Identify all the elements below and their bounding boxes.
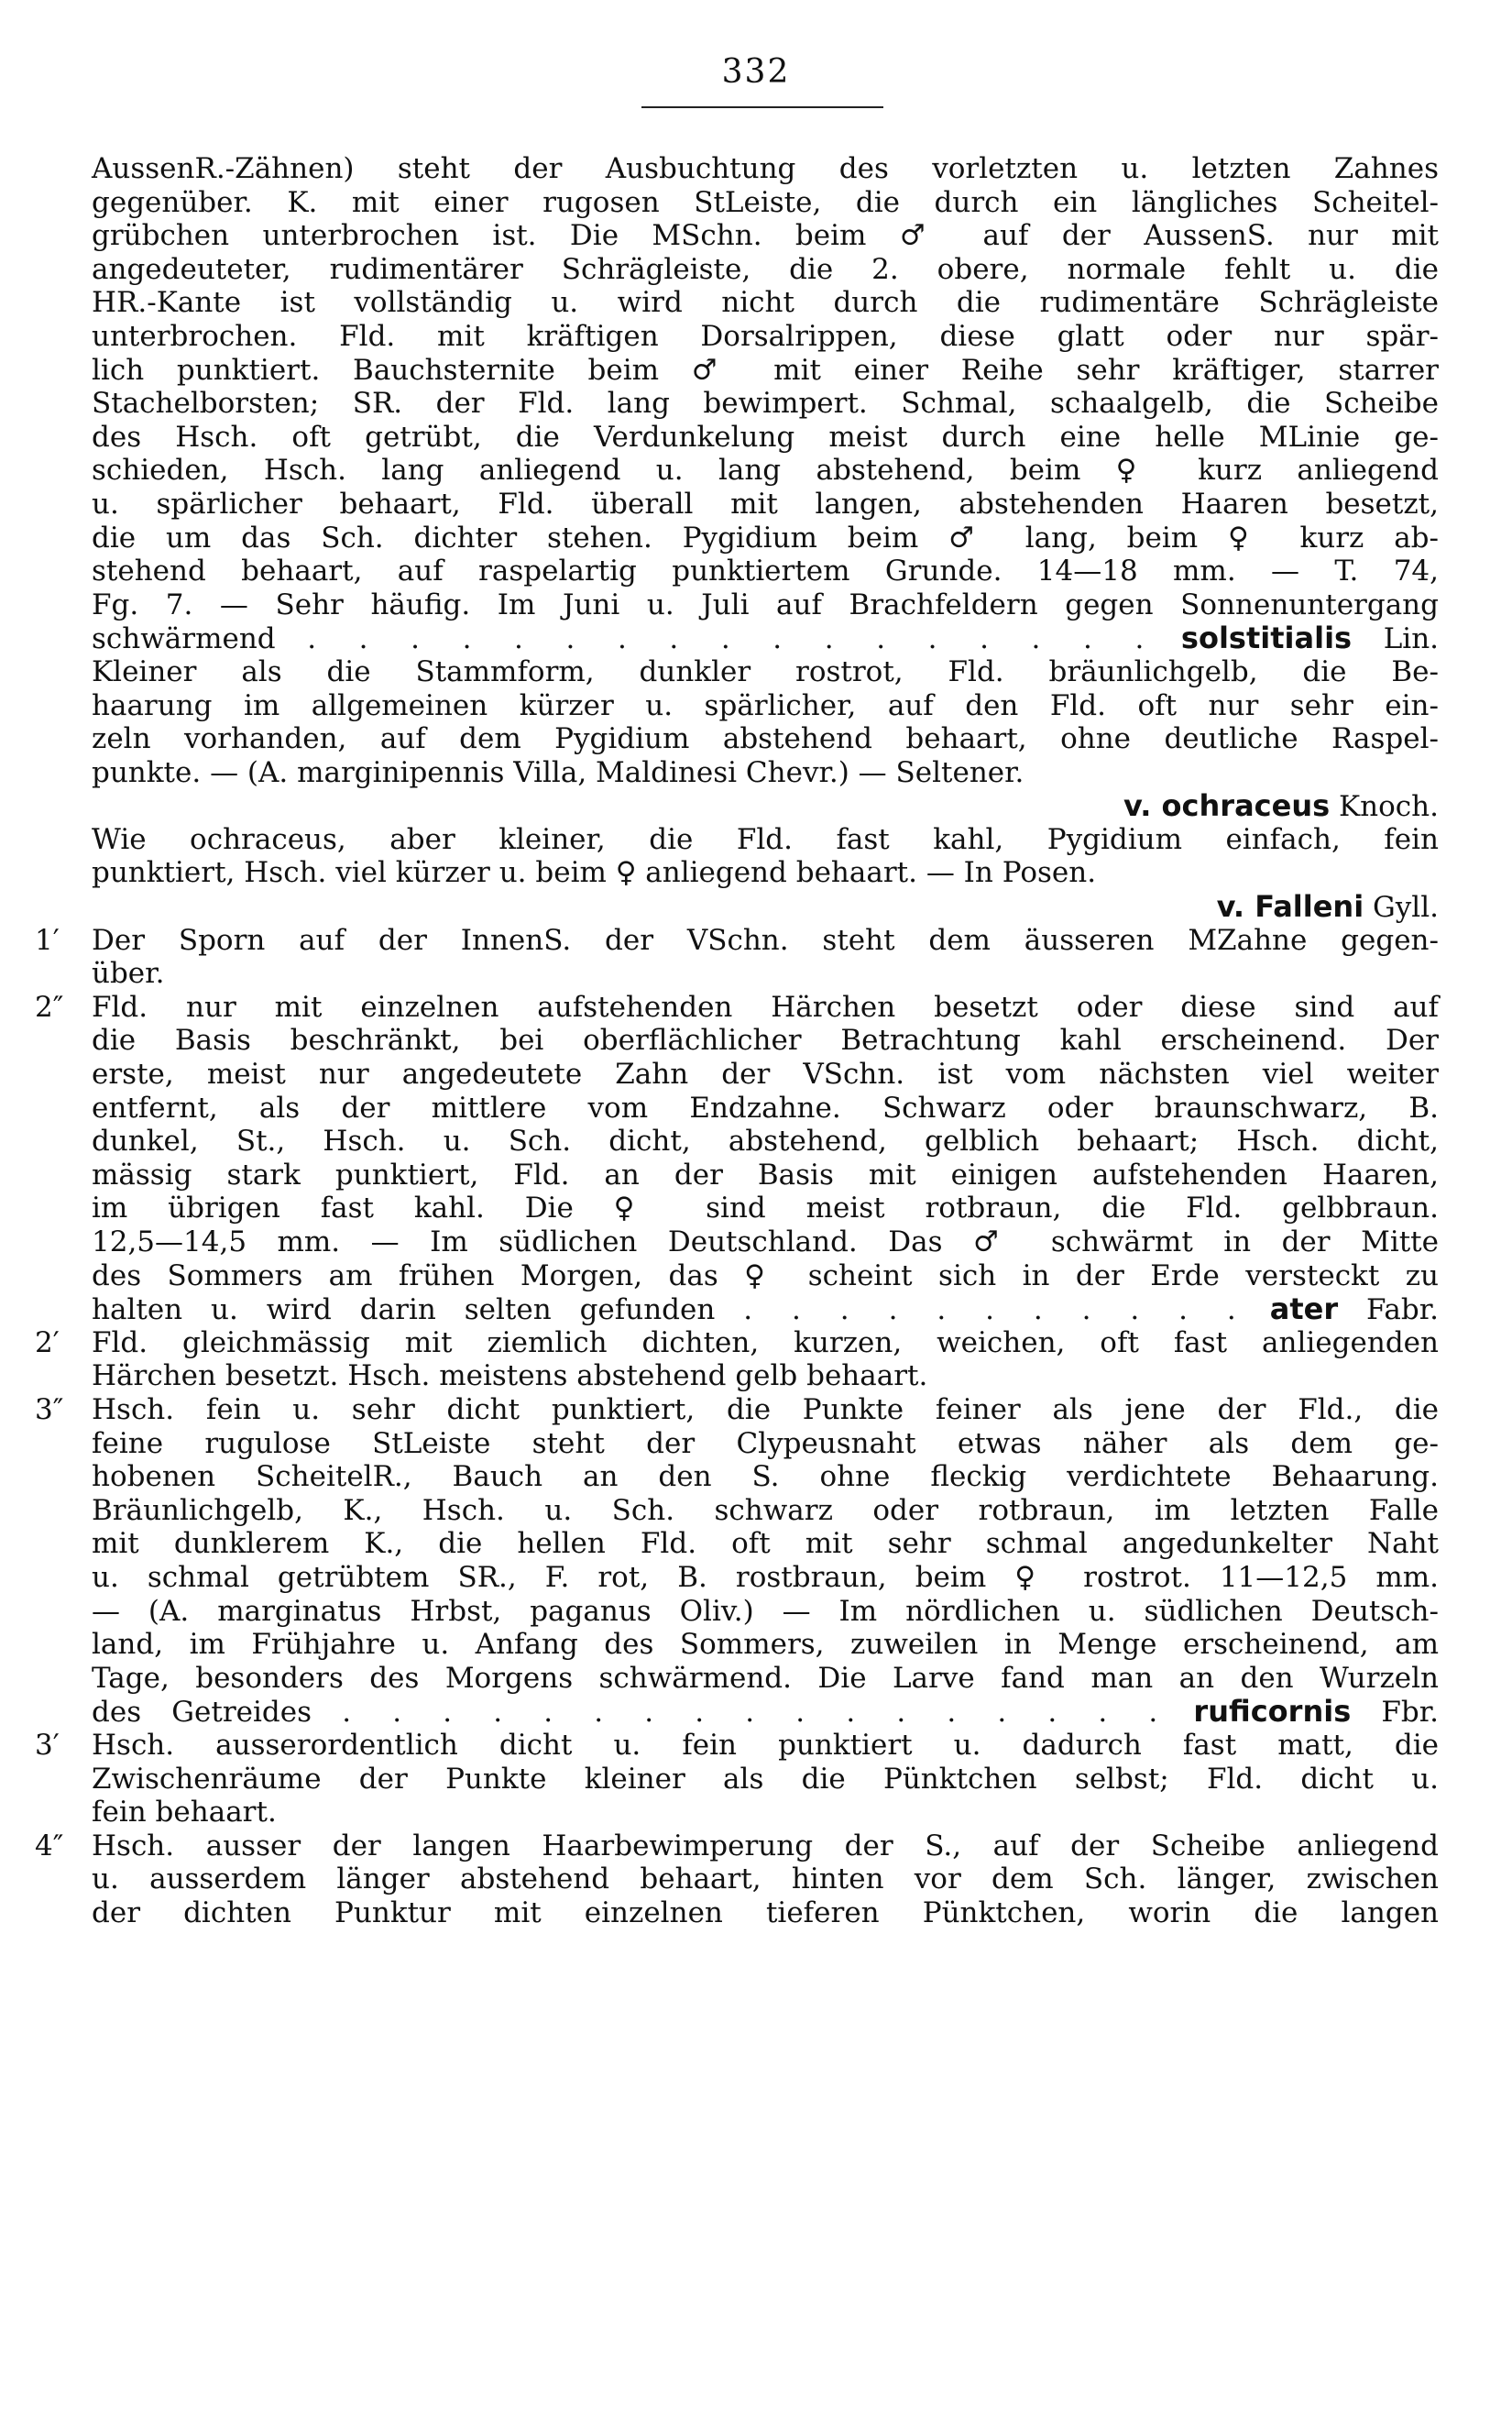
species-author: Fabr. bbox=[1366, 1293, 1440, 1327]
text-line bbox=[35, 1325, 1439, 1360]
text-line bbox=[92, 522, 1439, 555]
line-text: grübchen unterbrochen ist. Die MSchn. beim ♂ auf der AussenS. nur mit bbox=[92, 219, 1439, 253]
leader-dots: . . . . . . . . . . . . . . . . . bbox=[307, 622, 1150, 656]
key-marker: 2′ bbox=[35, 1325, 60, 1359]
line-text: des Sommers am frühen Morgen, das ♀ scheint sich in der Erde versteckt zu bbox=[92, 1258, 1439, 1292]
species-name: solstitialis bbox=[1180, 621, 1353, 656]
line-text: Der Sporn auf der InnenS. der VSchn. steht dem äusseren MZahne gegen- bbox=[92, 923, 1439, 957]
line-text: Bräunlichgelb, K., Hsch. u. Sch. schwarz oder rotbraun, im letzten Falle bbox=[92, 1493, 1439, 1527]
text-line bbox=[92, 823, 1439, 857]
line-text: Wie ochraceus, aber kleiner, die Fld. fast kahl, Pygidium einfach, fein bbox=[92, 822, 1439, 856]
line-text: halten u. wird darin selten gefunden bbox=[92, 1293, 716, 1327]
text-line bbox=[92, 1896, 1439, 1930]
line-text: Fld. nur mit einzelnen aufstehenden Härchen besetzt oder diese sind auf bbox=[92, 990, 1439, 1024]
line-text: Fg. 7. — Sehr häufig. Im Juni u. Juli auf Brachfeldern gegen Sonnenuntergang bbox=[92, 588, 1439, 621]
line-text: Härchen besetzt. Hsch. meistens abstehend gelb behaart. bbox=[92, 1359, 928, 1393]
line-text: angedeuteter, rudimentärer Schrägleiste, die 2. obere, normale fehlt u. die bbox=[92, 252, 1439, 286]
line-text: Zwischenräume der Punkte kleiner als die Pünktchen selbst; Fld. dicht u. bbox=[92, 1762, 1439, 1796]
line-text: Hsch. fein u. sehr dicht punktiert, die Punkte feiner als jene der Fld., die bbox=[92, 1392, 1439, 1426]
line-text: mit dunklerem K., die hellen Fld. oft mit sehr schmal angedunkelter Naht bbox=[92, 1527, 1439, 1561]
line-text: fein behaart. bbox=[92, 1796, 277, 1829]
text-line bbox=[92, 421, 1439, 455]
key-marker: 3″ bbox=[35, 1392, 64, 1426]
text-line bbox=[92, 1225, 1439, 1259]
text-line bbox=[92, 1159, 1439, 1192]
line-text: feine rugulose StLeiste steht der Clypeusnaht etwas näher als dem ge- bbox=[92, 1426, 1439, 1460]
species-line bbox=[92, 1695, 1439, 1729]
species-line bbox=[92, 890, 1439, 924]
text-line bbox=[92, 1259, 1439, 1293]
species-author: Gyll. bbox=[1373, 891, 1439, 925]
text-line bbox=[35, 1392, 1439, 1427]
text-line bbox=[92, 1662, 1439, 1696]
text-line bbox=[92, 1628, 1439, 1662]
text-line bbox=[92, 1796, 1439, 1829]
text-line bbox=[92, 186, 1439, 220]
text-line bbox=[92, 1460, 1439, 1494]
key-marker: 1′ bbox=[35, 923, 60, 957]
text-line bbox=[92, 454, 1439, 488]
line-text: hobenen ScheitelR., Bauch an den S. ohne fleckig verdichtete Behaarung. bbox=[92, 1460, 1439, 1494]
line-text: erste, meist nur angedeutete Zahn der VSchn. ist vom nächsten viel weiter bbox=[92, 1058, 1439, 1092]
text-line bbox=[92, 1595, 1439, 1629]
text-line bbox=[92, 722, 1439, 756]
text-line bbox=[35, 1829, 1439, 1863]
species-line bbox=[92, 789, 1439, 823]
header-rule bbox=[641, 106, 883, 108]
line-text: Fld. gleichmässig mit ziemlich dichten, kurzen, weichen, oft fast anliegenden bbox=[92, 1325, 1439, 1359]
text-line bbox=[92, 219, 1439, 253]
line-text: — (A. marginatus Hrbst, paganus Oliv.) — Im nördlichen u. südlichen Deutsch- bbox=[92, 1594, 1439, 1628]
text-line bbox=[35, 1728, 1439, 1763]
text-line bbox=[92, 1359, 1439, 1393]
line-text: im übrigen fast kahl. Die ♀ sind meist rotbraun, die Fld. gelbbraun. bbox=[92, 1192, 1439, 1225]
page-body bbox=[35, 152, 1440, 1929]
line-text: entfernt, als der mittlere vom Endzahne. Schwarz oder braunschwarz, B. bbox=[92, 1091, 1439, 1125]
line-text: Hsch. ausser der langen Haarbewimperung der S., auf der Scheibe anliegend bbox=[92, 1829, 1439, 1862]
species-name: v. Falleni bbox=[1216, 889, 1364, 925]
leader-dots: . . . . . . . . . . . bbox=[743, 1293, 1242, 1327]
text-line bbox=[92, 555, 1439, 588]
leader-dots: . . . . . . . . . . . . . . . . . bbox=[342, 1696, 1164, 1730]
key-marker: 3′ bbox=[35, 1728, 60, 1762]
line-text: land, im Frühjahre u. Anfang des Sommers, zuweilen in Menge erscheinend, am bbox=[92, 1628, 1439, 1662]
line-text: Kleiner als die Stammform, dunkler rostrot, Fld. bräunlichgelb, die Be- bbox=[92, 654, 1439, 688]
line-text: zeln vorhanden, auf dem Pygidium abstehend behaart, ohne deutliche Raspel- bbox=[92, 722, 1439, 756]
text-line bbox=[92, 152, 1439, 186]
text-line bbox=[92, 1763, 1439, 1796]
line-text: Stachelborsten; SR. der Fld. lang bewimpert. Schmal, schaalgelb, die Scheibe bbox=[92, 387, 1439, 421]
line-text: AussenR.-Zähnen) steht der Ausbuchtung des vorletzten u. letzten Zahnes bbox=[92, 152, 1439, 185]
line-text: des Getreides bbox=[92, 1696, 312, 1730]
text-line bbox=[92, 387, 1439, 421]
line-text: HR.-Kante ist vollständig u. wird nicht durch die rudimentäre Schrägleiste bbox=[92, 286, 1439, 320]
species-author: Fbr. bbox=[1381, 1696, 1440, 1730]
text-line bbox=[92, 856, 1439, 890]
line-text: u. ausserdem länger abstehend behaart, hinten vor dem Sch. länger, zwischen bbox=[92, 1862, 1439, 1896]
text-line bbox=[92, 354, 1439, 388]
line-text: dunkel, St., Hsch. u. Sch. dicht, abstehend, gelblich behaart; Hsch. dicht, bbox=[92, 1125, 1439, 1159]
line-text: u. spärlicher behaart, Fld. überall mit langen, abstehenden Haaren besetzt, bbox=[92, 487, 1439, 521]
line-text: die Basis beschränkt, bei oberflächlicher Betrachtung kahl erscheinend. Der bbox=[92, 1024, 1439, 1058]
line-text: Tage, besonders des Morgens schwärmend. Die Larve fand man an den Wurzeln bbox=[92, 1661, 1439, 1695]
text-line bbox=[92, 1862, 1439, 1896]
text-line bbox=[92, 1527, 1439, 1561]
line-text: gegenüber. K. mit einer rugosen StLeiste, die durch ein längliches Scheitel- bbox=[92, 185, 1439, 219]
line-text: über. bbox=[92, 957, 165, 991]
line-text: der dichten Punktur mit einzelnen tieferen Pünktchen, worin die langen bbox=[92, 1895, 1439, 1929]
species-line bbox=[92, 621, 1439, 655]
species-name: ruficornis bbox=[1193, 1694, 1352, 1730]
text-line bbox=[92, 1192, 1439, 1225]
text-line bbox=[92, 1494, 1439, 1528]
page-number: 332 bbox=[721, 53, 791, 91]
key-marker: 2″ bbox=[35, 990, 64, 1024]
species-author: Knoch. bbox=[1339, 790, 1439, 824]
line-text: u. schmal getrübtem SR., F. rot, B. rostbraun, beim ♀ rostrot. 11—12,5 mm. bbox=[92, 1560, 1439, 1594]
key-marker: 4″ bbox=[35, 1829, 64, 1862]
text-line bbox=[92, 286, 1439, 320]
text-line bbox=[35, 923, 1439, 958]
text-line bbox=[92, 588, 1439, 622]
line-text: 12,5—14,5 mm. — Im südlichen Deutschland. Das ♂ schwärmt in der Mitte bbox=[92, 1225, 1439, 1258]
text-line bbox=[92, 1024, 1439, 1058]
line-text: punktiert, Hsch. viel kürzer u. beim ♀ anliegend behaart. — In Posen. bbox=[92, 856, 1097, 890]
line-text: des Hsch. oft getrübt, die Verdunkelung meist durch eine helle MLinie ge- bbox=[92, 420, 1439, 454]
text-line bbox=[92, 957, 1439, 991]
text-line bbox=[92, 320, 1439, 354]
species-line bbox=[92, 1292, 1439, 1326]
text-line bbox=[92, 488, 1439, 522]
line-text: stehend behaart, auf raspelartig punktiertem Grunde. 14—18 mm. — T. 74, bbox=[92, 555, 1439, 588]
line-text: lich punktiert. Bauchsternite beim ♂ mit einer Reihe sehr kräftiger, starrer bbox=[92, 353, 1439, 387]
line-text: haarung im allgemeinen kürzer u. spärlicher, auf den Fld. oft nur sehr ein- bbox=[92, 688, 1439, 722]
species-author: Lin. bbox=[1383, 622, 1440, 656]
line-text: Hsch. ausserordentlich dicht u. fein punktiert u. dadurch fast matt, die bbox=[92, 1728, 1439, 1762]
text-line bbox=[92, 1125, 1439, 1159]
text-line bbox=[92, 1561, 1439, 1595]
text-line bbox=[92, 655, 1439, 689]
text-line bbox=[92, 689, 1439, 723]
line-text: schieden, Hsch. lang anliegend u. lang abstehend, beim ♀ kurz anliegend bbox=[92, 454, 1439, 488]
text-line bbox=[92, 756, 1439, 790]
text-line bbox=[92, 1092, 1439, 1126]
species-name: v. ochraceus bbox=[1123, 788, 1331, 824]
text-line bbox=[35, 990, 1439, 1025]
line-text: unterbrochen. Fld. mit kräftigen Dorsalrippen, diese glatt oder nur spär- bbox=[92, 319, 1439, 353]
species-name: ater bbox=[1269, 1291, 1339, 1327]
line-text: punkte. — (A. marginipennis Villa, Maldinesi Chevr.) — Seltener. bbox=[92, 755, 1024, 789]
text-line bbox=[92, 1427, 1439, 1461]
text-line bbox=[92, 253, 1439, 287]
line-text: die um das Sch. dichter stehen. Pygidium beim ♂ lang, beim ♀ kurz ab- bbox=[92, 521, 1439, 555]
line-text: mässig stark punktiert, Fld. an der Basis mit einigen aufstehenden Haaren, bbox=[92, 1158, 1439, 1192]
line-text: schwärmend bbox=[92, 622, 276, 656]
text-line bbox=[92, 1058, 1439, 1092]
